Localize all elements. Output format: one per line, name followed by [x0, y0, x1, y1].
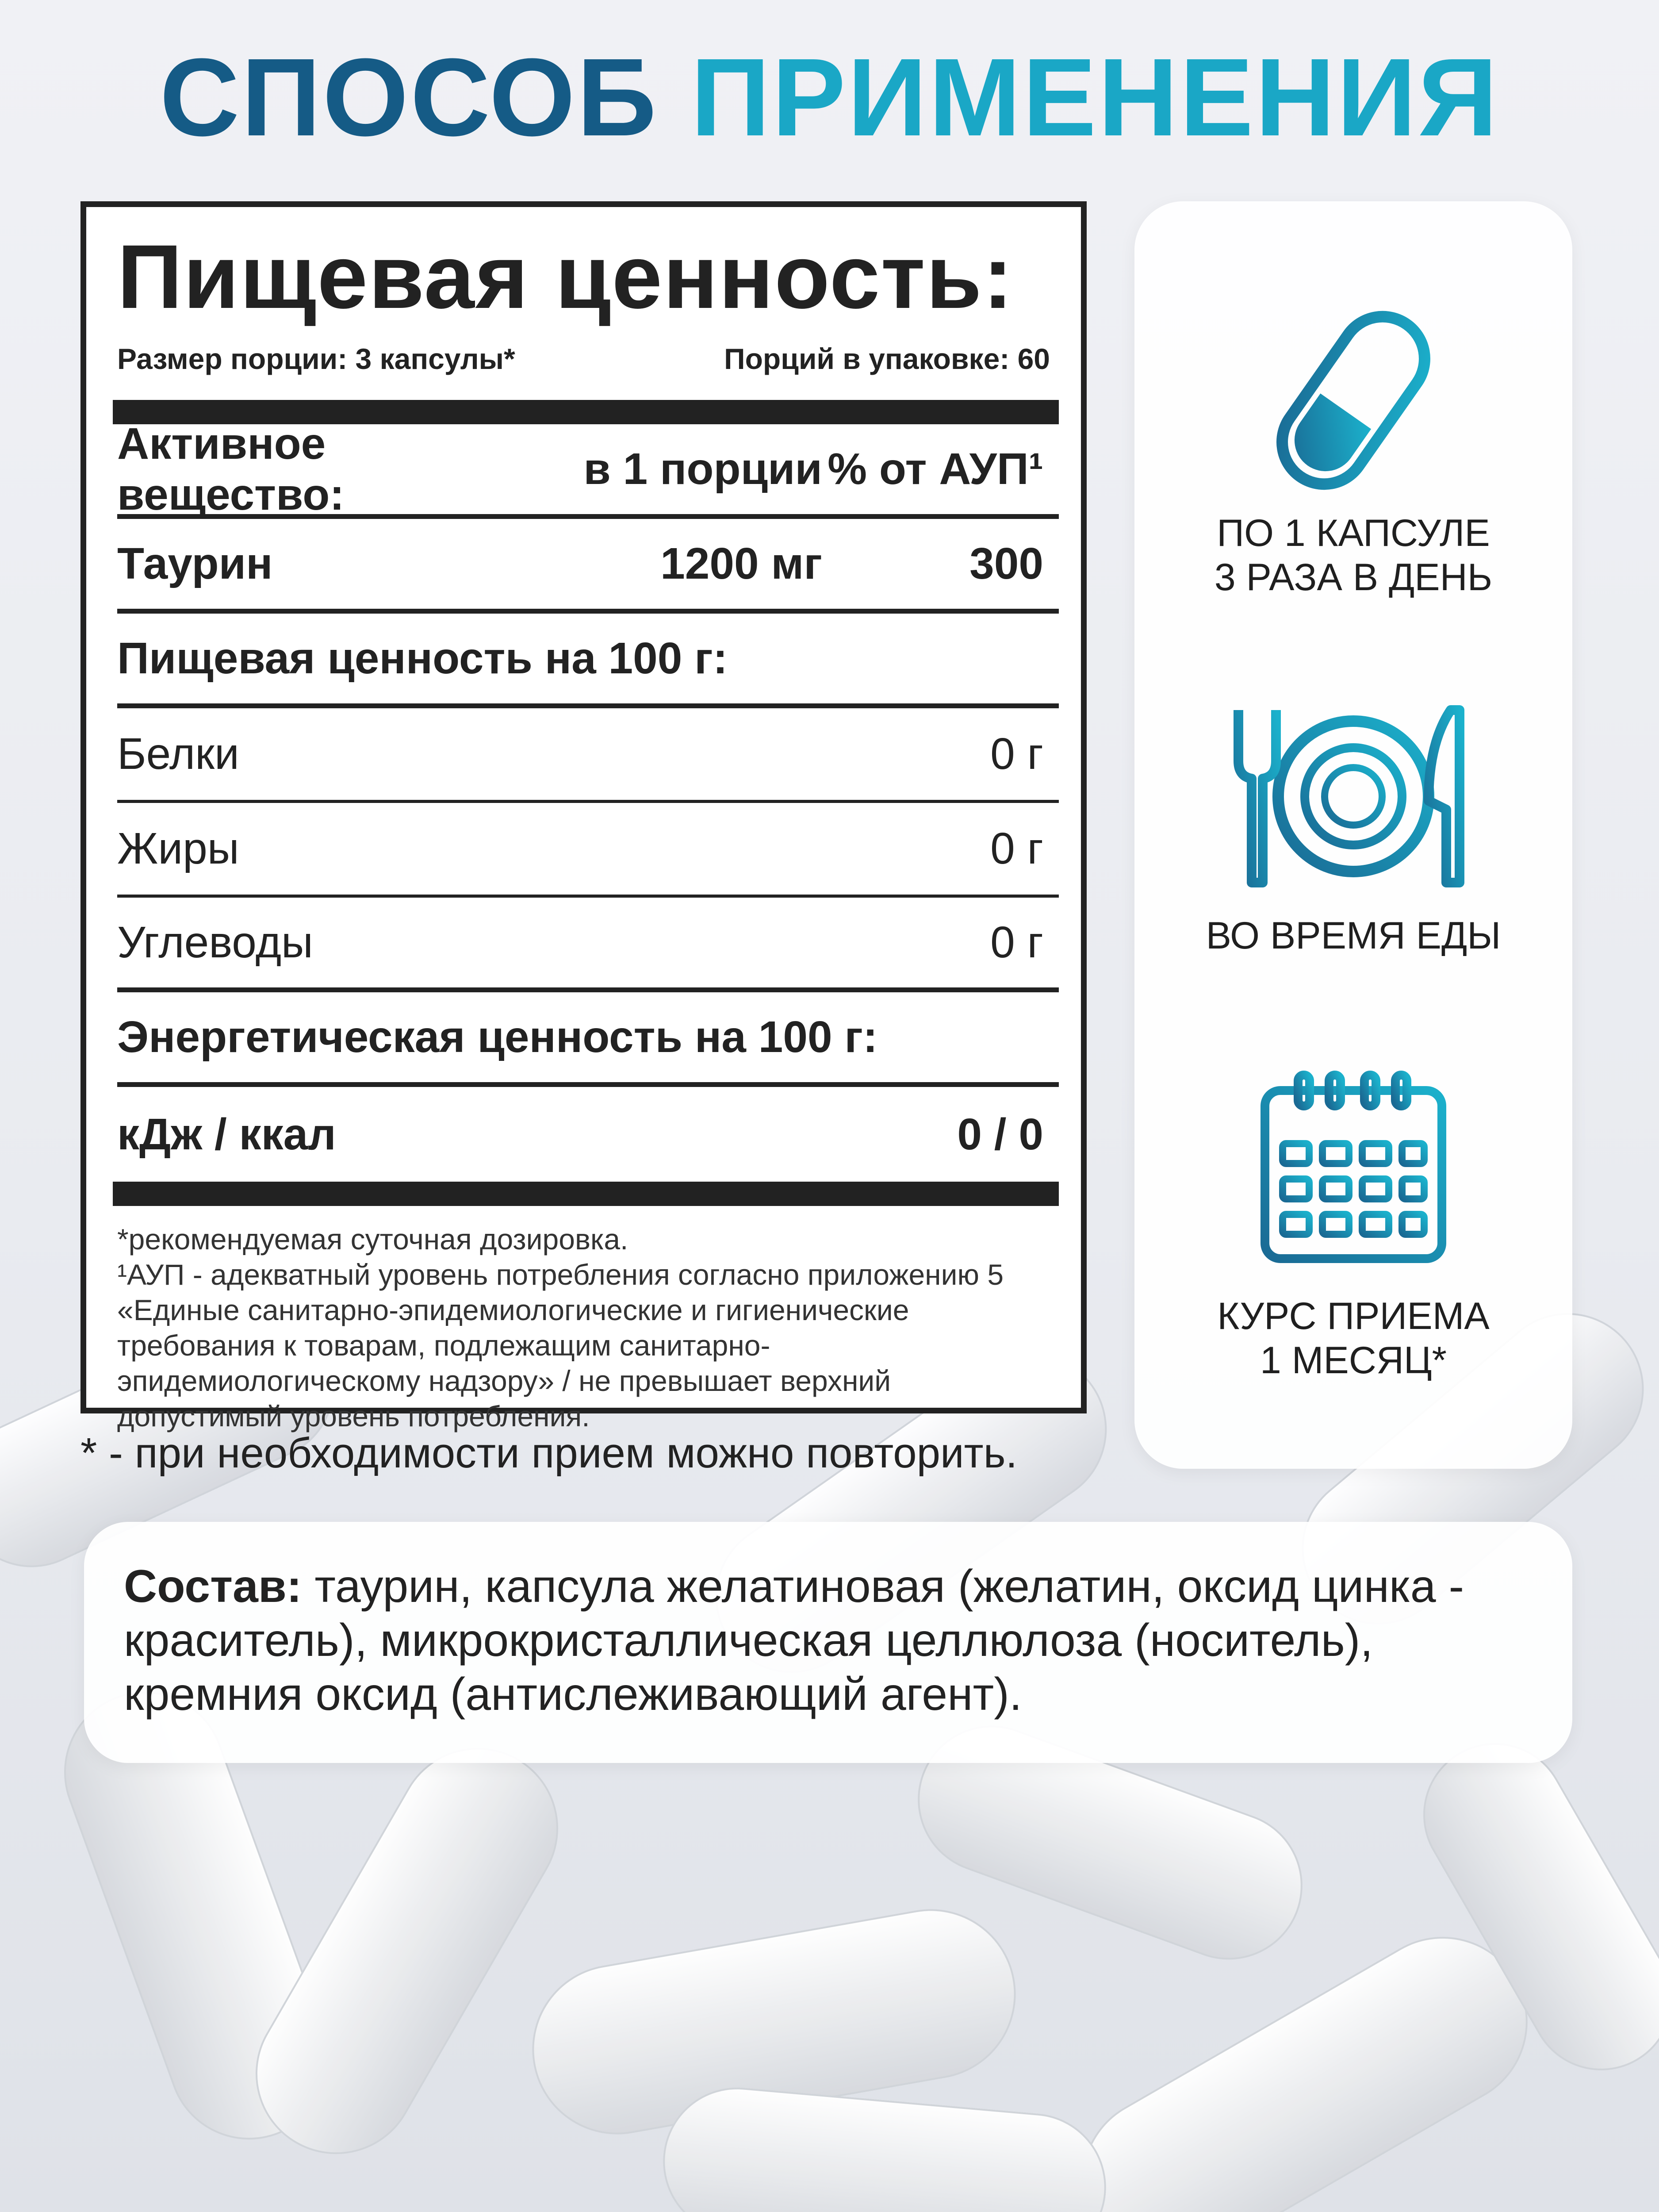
nutrition-title: Пищевая ценность: — [117, 226, 1014, 327]
usage-text-2 — [1134, 914, 1572, 958]
servings-per-pack: Порций в упаковке: 60 — [724, 342, 1050, 375]
macro-value: 0 г — [990, 729, 1043, 779]
header-substance: Активное вещество: — [117, 419, 345, 519]
macro-name: Белки — [117, 729, 239, 779]
calendar-icon — [1256, 1071, 1451, 1265]
active-amount: 1200 мг — [660, 539, 822, 588]
per100-title-row — [117, 614, 1059, 708]
macro-value: 0 г — [990, 824, 1043, 873]
macro-row — [117, 803, 1059, 898]
macro-row — [117, 708, 1059, 803]
macro-row — [117, 898, 1059, 992]
serving-info — [117, 342, 1059, 376]
active-substance-row — [117, 519, 1059, 614]
usage-line: ВО ВРЕМЯ ЕДЫ — [1206, 914, 1501, 957]
per100-title: Пищевая ценность на 100 г: — [117, 634, 728, 683]
title-part-2: ПРИМЕНЕНИЯ — [690, 35, 1499, 159]
note-line: ¹АУП - адекватный уровень потребления согласно приложению 5 — [117, 1258, 1004, 1291]
note-line: допустимый уровень потребления. — [117, 1400, 590, 1432]
nutrition-facts-panel — [80, 201, 1087, 1432]
energy-name: кДж / ккал — [117, 1109, 336, 1159]
header-per-serving: в 1 порции — [583, 444, 822, 494]
footnotes — [117, 1221, 1059, 1434]
active-rdi: 300 — [969, 539, 1043, 588]
energy-row — [117, 1087, 1059, 1182]
composition-box — [84, 1522, 1572, 1763]
note-line: *рекомендуемая суточная дозировка. — [117, 1223, 628, 1256]
composition-text: таурин, капсула желатиновая (желатин, оксид цинка - краситель), микрокристаллическая целлюлоза (носитель), кремния оксид (антислеживающий агент). — [124, 1561, 1464, 1720]
title-part-1: СПОСОБ — [160, 35, 659, 159]
page-title — [0, 35, 1659, 159]
thick-divider — [113, 1182, 1059, 1206]
serving-size: Размер порции: 3 капсулы* — [117, 342, 515, 375]
capsule-icon — [1269, 303, 1437, 498]
macro-name: Углеводы — [117, 918, 313, 967]
usage-text-3 — [1134, 1294, 1572, 1382]
note-line: требования к товарам, подлежащим санитарно- — [117, 1329, 770, 1362]
note-line: «Единые санитарно-эпидемиологические и гигиенические — [117, 1294, 909, 1326]
table-header-row — [117, 419, 1059, 519]
composition-label: Состав: — [124, 1561, 302, 1612]
active-name: Таурин — [117, 539, 273, 588]
repeat-footnote: * - при необходимости прием можно повторить. — [80, 1429, 1018, 1477]
usage-line: ПО 1 КАПСУЛЕ — [1217, 512, 1490, 554]
usage-text-1 — [1134, 511, 1572, 599]
plate-fork-knife-icon — [1221, 703, 1486, 889]
usage-line: 3 РАЗА В ДЕНЬ — [1214, 556, 1493, 599]
note-line: эпидемиологическому надзору» / не превышает верхний — [117, 1364, 891, 1397]
energy-title-row — [117, 992, 1059, 1087]
usage-line: 1 МЕСЯЦ* — [1260, 1339, 1447, 1382]
header-rdi: % от АУП¹ — [828, 444, 1043, 494]
usage-panel — [1134, 201, 1572, 1469]
macro-name: Жиры — [117, 824, 239, 873]
energy-title: Энергетическая ценность на 100 г: — [117, 1012, 878, 1062]
usage-line: КУРС ПРИЕМА — [1217, 1295, 1490, 1337]
macro-value: 0 г — [990, 918, 1043, 967]
energy-value: 0 / 0 — [957, 1109, 1043, 1159]
